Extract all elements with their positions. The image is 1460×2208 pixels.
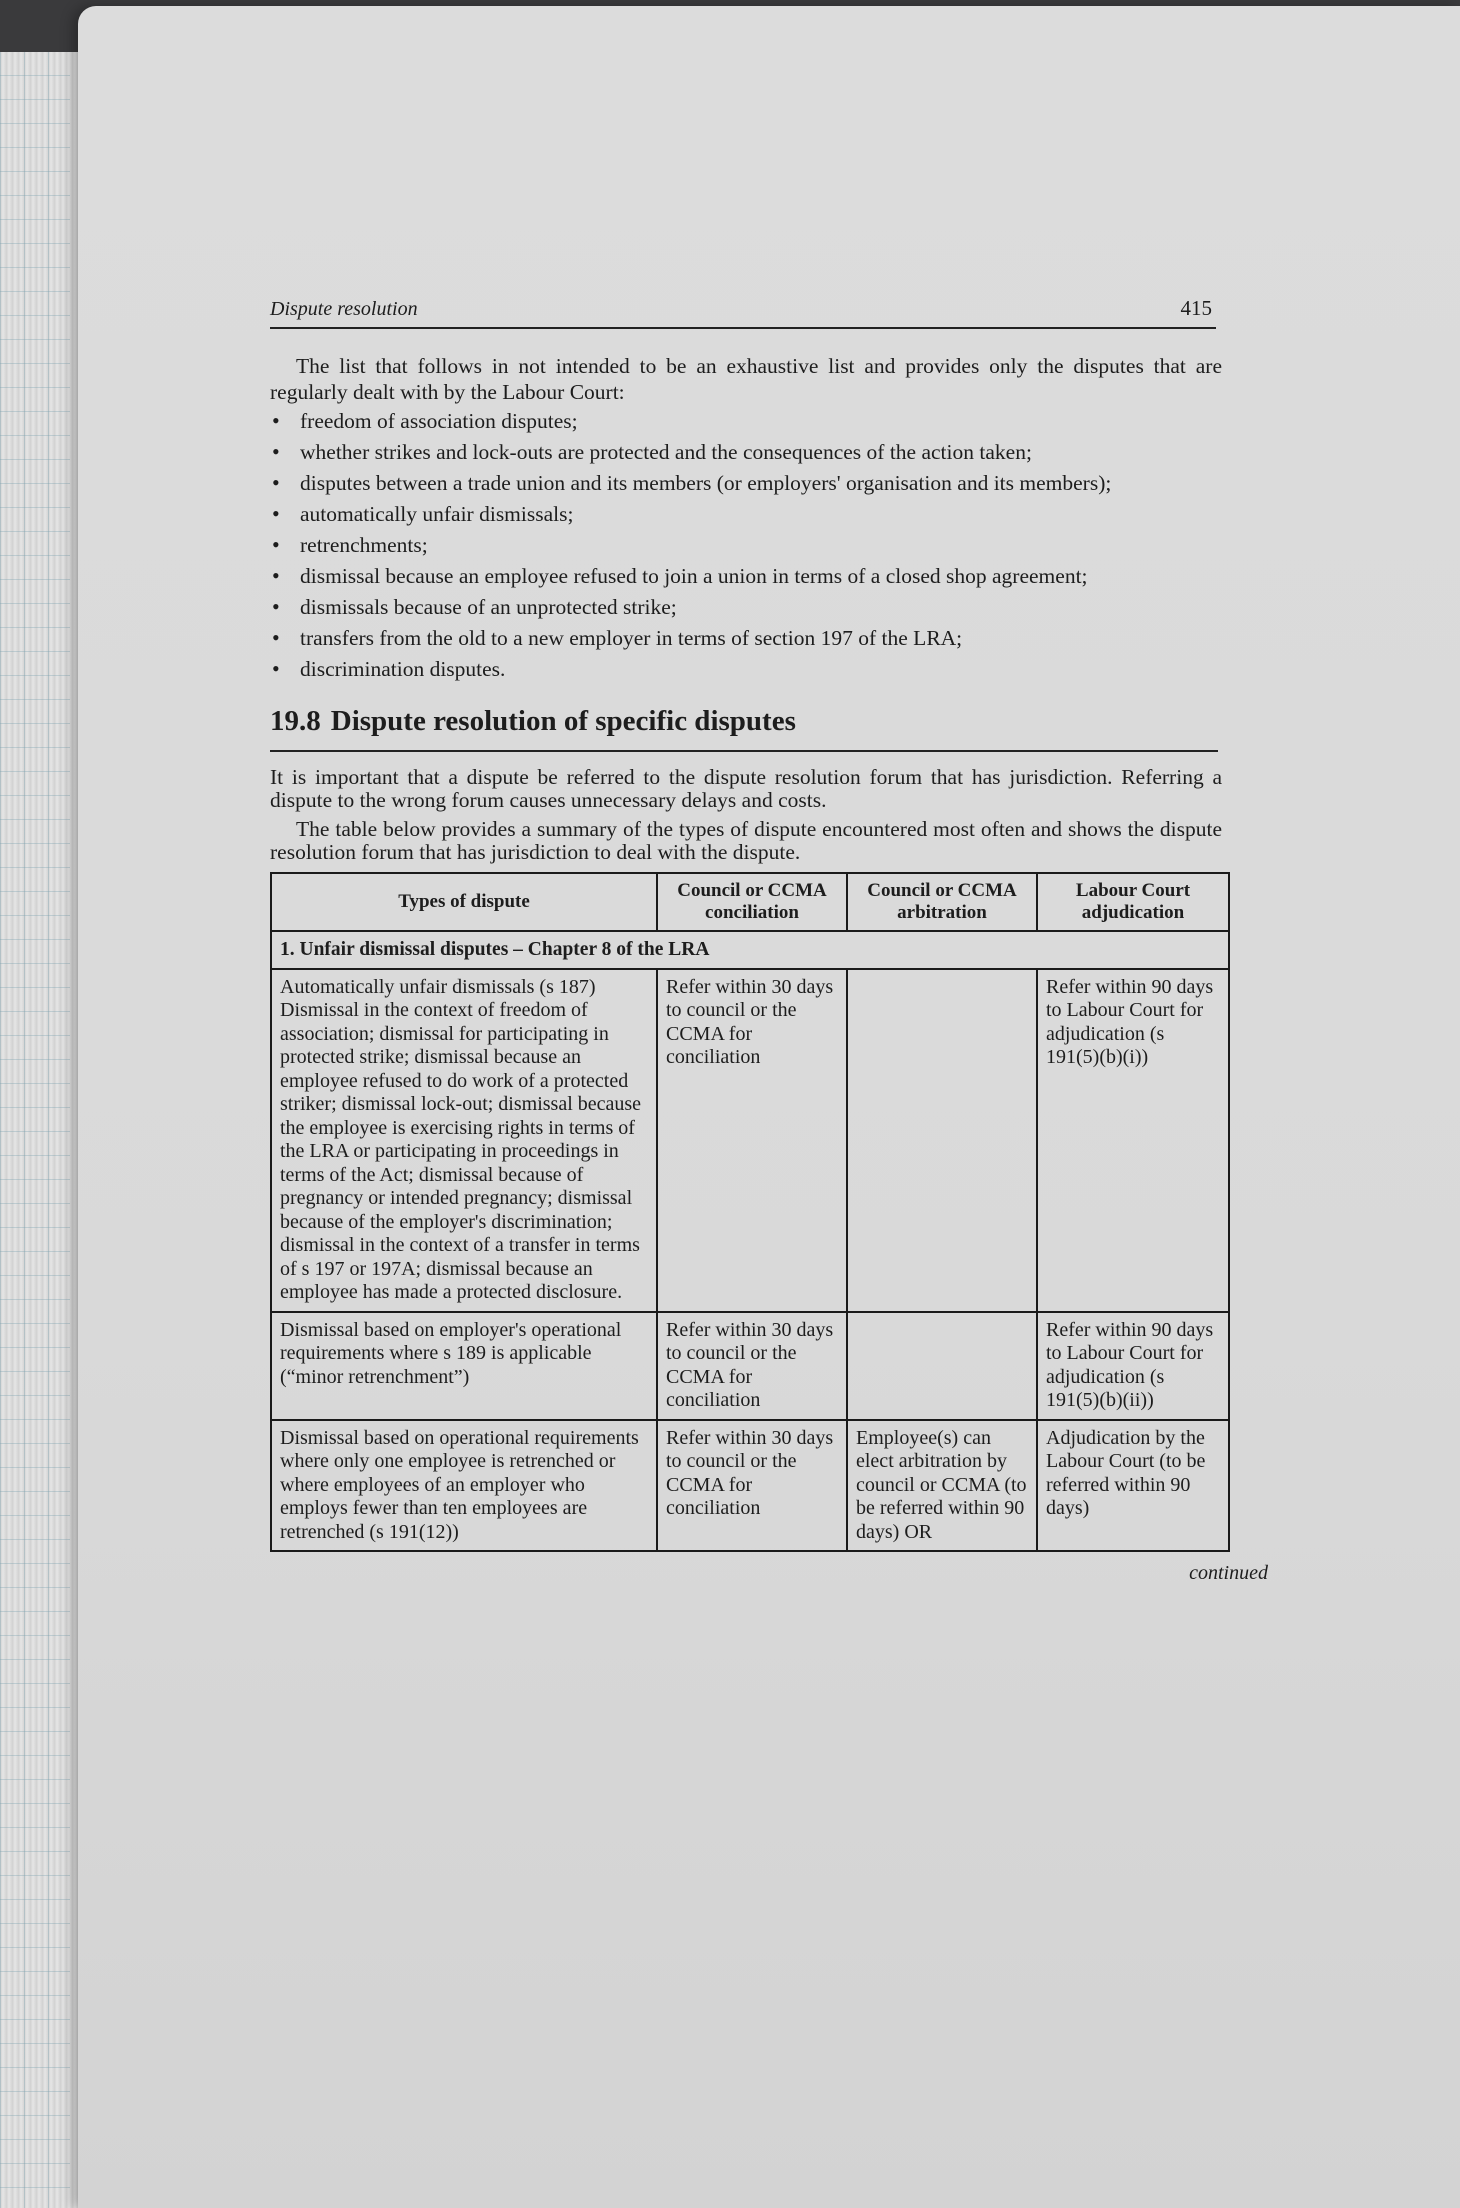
dispute-type-title: Automatically unfair dismissals (s 187) [280,975,596,998]
dispute-type-detail: Dismissal in the context of freedom of association; dismissal for participating in protected strike; dismissal because an employee refused to do work of a protected striker; dismissal lock-out; dismissal because the employee is exercising rights in terms of the LRA or participating in proceedings in terms of the Act; dismissal because of pregnancy or intended pregnancy; dismissal because of the employer's discrimination; dismissal in the context of a transfer in terms of s 197 or 197A; dismissal because an employee has made a protected disclosure. [280,999,642,1303]
list-item: • dismissals because of an unprotected strike; [270,595,1222,619]
table-header-row [271,873,1229,931]
list-item: • freedom of association disputes; [270,409,1222,433]
continued-note: continued [1189,1562,1268,1584]
dispute-type-cell [271,969,657,1312]
arbitration-cell [847,969,1037,1312]
column-header: Labour Court adjudication [1037,873,1229,931]
column-header: Council or CCMA arbitration [847,873,1037,931]
list-item: • whether strikes and lock-outs are protected and the consequences of the action taken; [270,440,1222,464]
table-row [271,1420,1229,1552]
body-paragraph: The table below provides a summary of the types of dispute encountered most often and shows the dispute resolution forum that has jurisdiction to deal with the dispute. [270,817,1222,864]
dispute-type-cell: Dismissal based on operational requirements where only one employee is retrenched or where employees of an employer who employs fewer than ten employees are retrenched (s 191(12)) [271,1420,657,1552]
arbitration-cell: Employee(s) can elect arbitration by council or CCMA (to be referred within 90 days) OR [847,1420,1037,1552]
section-title: Dispute resolution of specific disputes [330,705,796,737]
adjudication-cell: Refer within 90 days to Labour Court for adjudication (s 191(5)(b)(ii)) [1037,1312,1229,1420]
dispute-list [270,409,1222,681]
conciliation-cell: Refer within 30 days to council or the CCMA for conciliation [657,1420,847,1552]
list-item: • discrimination disputes. [270,657,1222,681]
graph-paper-margin [0,52,70,2208]
dispute-forum-table [270,872,1230,1552]
column-header: Council or CCMA conciliation [657,873,847,931]
intro-paragraph: The list that follows in not intended to be an exhaustive list and provides only the disputes that are regularly dealt with by the Labour Court: [270,354,1222,404]
section-number: 19.8 [270,705,321,737]
list-item: • dismissal because an employee refused to join a union in terms of a closed shop agreement; [270,564,1222,588]
chapter-row [271,931,1229,969]
chapter-heading: 1. Unfair dismissal disputes – Chapter 8 of the LRA [271,931,1229,969]
table-row [271,969,1229,1312]
list-item: • transfers from the old to a new employer in terms of section 197 of the LRA; [270,626,1222,650]
running-header [270,296,1216,329]
conciliation-cell: Refer within 30 days to council or the CCMA for conciliation [657,1312,847,1420]
arbitration-cell [847,1312,1037,1420]
column-header: Types of dispute [271,873,657,931]
section-heading [270,705,1218,752]
dispute-type-cell: Dismissal based on employer's operational requirements where s 189 is applicable (“minor retrenchment”) [271,1312,657,1420]
list-item: • automatically unfair dismissals; [270,502,1222,526]
book-page [78,6,1460,2208]
adjudication-cell: Adjudication by the Labour Court (to be referred within 90 days) [1037,1420,1229,1552]
adjudication-cell: Refer within 90 days to Labour Court for adjudication (s 191(5)(b)(i)) [1037,969,1229,1312]
list-item: • disputes between a trade union and its members (or employers' organisation and its members); [270,471,1222,495]
list-item: • retrenchments; [270,533,1222,557]
conciliation-cell: Refer within 30 days to council or the CCMA for conciliation [657,969,847,1312]
table-row [271,1312,1229,1420]
body-paragraph: It is important that a dispute be referred to the dispute resolution forum that has jurisdiction. Referring a dispute to the wrong forum causes unnecessary delays and costs. [270,765,1222,812]
running-title: Dispute resolution [270,298,418,320]
page-content [270,296,1268,1585]
page-number: 415 [1180,296,1212,320]
